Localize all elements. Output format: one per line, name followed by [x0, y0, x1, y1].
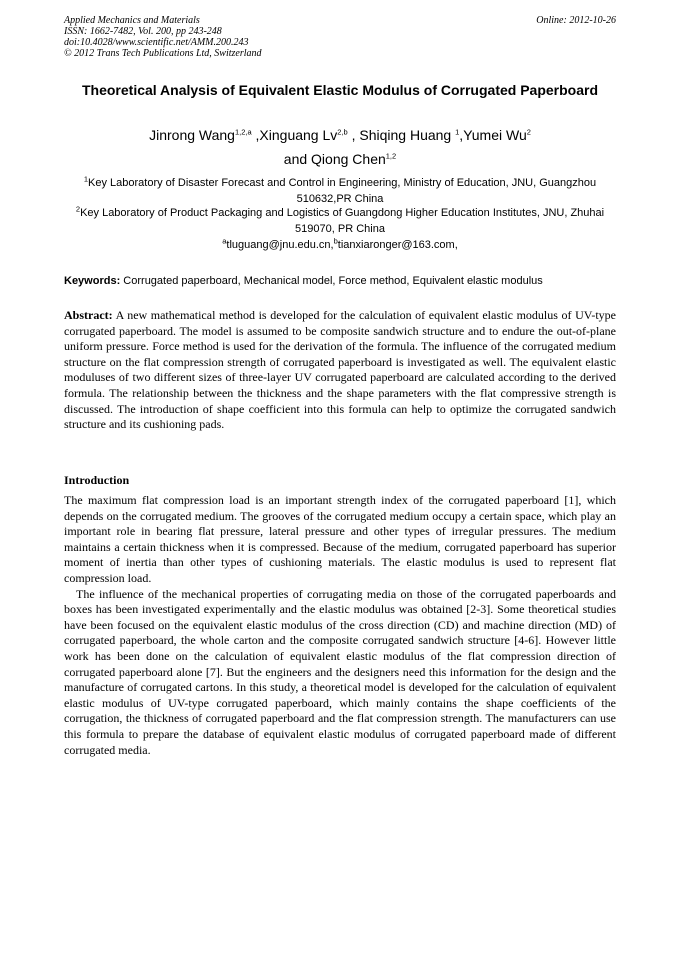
issn-line: ISSN: 1662-7482, Vol. 200, pp 243-248: [64, 26, 222, 37]
author-sup: 2: [526, 127, 531, 137]
keywords-text: Corrugated paperboard, Mechanical model, Force method, Equivalent elastic modulus: [120, 275, 543, 287]
email-sup: a: [222, 236, 227, 246]
author-sep: ,: [459, 127, 464, 143]
author-sup: 2,b: [337, 127, 348, 137]
abstract-text: A new mathematical method is developed for the calculation of equivalent elastic modulus of UV-type corrugated paperboard. The model is assumed to be composite sandwich structure and to endure the out-of-plane uniform pressure. Force method is used for the derivation of the formula. The influence of the corrugated medium structure on the flat compression strength of corrugated paperboard is investigated as well. The equivalent elastic moduluses of two different sizes of three-layer UV corrugated paperboard are calculated according to the derived formula. The relationship between the thickness and the shape parameters with the flat compressive strength is discussed. The introduction of shape coefficient into this formula can help to optimize the corrugated sandwich structure and its cushioning pads.: [64, 308, 616, 432]
paragraph: The maximum flat compression load is an important strength index of the corrugated paperboard [1], which depends on the corrugated medium. The grooves of the corrugated medium occupy a certain space, which play an important role in bearing flat pressure, lateral pressure and other types of irregular pressures. The medium maintains a certain thickness when it is compressed. Because of the medium, corrugated paperboard has superior moment of inertia than other types of cushioning materials. The elastic modulus is used to represent flat compression load.: [64, 493, 616, 585]
journal-name: Applied Mechanics and Materials: [64, 15, 200, 26]
abstract: [64, 308, 616, 433]
author-sup: 1,2,a: [234, 127, 252, 137]
section-heading-introduction: Introduction: [64, 473, 130, 487]
author-name: Xinguang Lv: [259, 127, 338, 143]
copyright-line: © 2012 Trans Tech Publications Ltd, Switzerland: [64, 48, 262, 59]
affiliation-1: [70, 175, 610, 207]
author-sup: 1,2: [385, 151, 397, 161]
email-line: [70, 237, 610, 253]
email-sup: b: [333, 236, 338, 246]
author-name: Jinrong Wang: [149, 127, 235, 143]
paper-title: Theoretical Analysis of Equivalent Elastic Modulus of Corrugated Paperboard: [81, 82, 599, 98]
author-sep: ,: [251, 127, 260, 143]
doi-line: doi:10.4028/www.scientific.net/AMM.200.243: [64, 37, 249, 48]
keywords: [64, 273, 616, 289]
affiliation-text: Key Laboratory of Disaster Forecast and Control in Engineering, Ministry of Education, JNU, Guangzhou 510632,PR China: [88, 177, 597, 205]
affiliation-text: Key Laboratory of Product Packaging and Logistics of Guangdong Higher Education Institutes, JNU, Zhuhai 519070, PR China: [80, 207, 605, 235]
author-sep: ,: [347, 127, 360, 143]
affiliation-sup: 1: [83, 174, 89, 184]
author-name: and Qiong Chen: [283, 151, 386, 167]
author-list: [70, 123, 610, 171]
paragraph: The influence of the mechanical properties of corrugating media on those of the corrugated paperboards and boxes has been investigated experimentally and the elastic modulus was obtained [2-3]. Some theoretical studies have been focused on the equivalent elastic modulus of the cross direction (CD) and machine direction (MD) of corrugated paperboard, the whole carton and the composite corrugated sandwich structure [4-6]. However little work has been done on the calculation of equivalent elastic modulus of the flat compression direction of corrugated paperboard alone [7]. But the engineers and the designers need this information for the design and the manufacture of corrugated cartons. In this study, a theoretical model is developed for the calculation of equivalent elastic modulus of UV-type corrugated paperboard, which mainly contains the shape coefficients of the corrugation, the thickness of corrugated paperboard and the flat compression strength. The manufacturers can use this formula to prepare the database of equivalent elastic modulus of corrugated paperboard made of different corrugated media.: [64, 586, 616, 757]
online-date: Online: 2012-10-26: [536, 15, 616, 26]
affiliation-2: [70, 205, 610, 237]
abstract-label: Abstract:: [64, 308, 113, 322]
introduction-body: [64, 493, 616, 758]
affiliation-sup: 2: [75, 204, 81, 214]
author-name: Shiqing Huang: [359, 127, 456, 143]
journal-header: [64, 15, 616, 59]
author-sup: 1: [455, 127, 460, 137]
email-address: tluguang@jnu.edu.cn,: [226, 239, 334, 251]
keywords-label: Keywords:: [64, 275, 121, 287]
email-address: tianxiaronger@163.com,: [337, 239, 458, 251]
author-name: Yumei Wu: [463, 127, 527, 143]
